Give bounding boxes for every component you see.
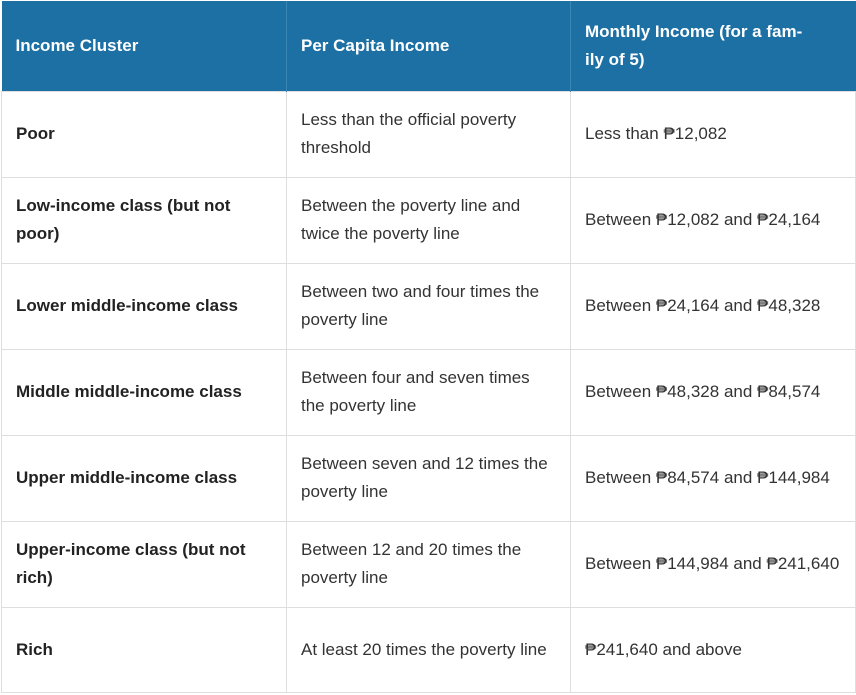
cell-monthly-income: Between ₱144,984 and ₱241,640 (571, 521, 856, 607)
cell-income-cluster: Upper middle-income class (2, 435, 287, 521)
cell-monthly-income: Between ₱48,328 and ₱84,574 (571, 349, 856, 435)
cell-monthly-income: Less than ₱12,082 (571, 91, 856, 177)
table-row (2, 607, 856, 692)
cell-per-capita-income: At least 20 times the poverty line (287, 607, 571, 692)
cell-per-capita-income: Between seven and 12 times the poverty line (287, 435, 571, 521)
cell-income-cluster: Rich (2, 607, 287, 692)
table-header (2, 1, 856, 91)
cell-income-cluster: Lower middle-income class (2, 263, 287, 349)
cell-per-capita-income: Between the poverty line and twice the poverty line (287, 177, 571, 263)
table-row (2, 263, 856, 349)
column-header-per-capita-income: Per Capita Income (287, 1, 571, 91)
cell-income-cluster: Low-income class (but not poor) (2, 177, 287, 263)
cell-income-cluster: Middle middle-income class (2, 349, 287, 435)
column-header-monthly-income: Monthly Income (for a fam- ily of 5) (571, 1, 856, 91)
cell-monthly-income: Between ₱24,164 and ₱48,328 (571, 263, 856, 349)
table-row (2, 521, 856, 607)
table-row (2, 435, 856, 521)
cell-per-capita-income: Between four and seven times the poverty line (287, 349, 571, 435)
table-row (2, 177, 856, 263)
income-cluster-table (1, 1, 856, 693)
cell-income-cluster: Poor (2, 91, 287, 177)
header-row (2, 1, 856, 91)
cell-per-capita-income: Less than the official poverty threshold (287, 91, 571, 177)
table-row (2, 349, 856, 435)
cell-monthly-income: Between ₱84,574 and ₱144,984 (571, 435, 856, 521)
cell-per-capita-income: Between 12 and 20 times the poverty line (287, 521, 571, 607)
table-body (2, 91, 856, 692)
table-row (2, 91, 856, 177)
cell-monthly-income: Between ₱12,082 and ₱24,164 (571, 177, 856, 263)
column-header-income-cluster: Income Cluster (2, 1, 287, 91)
cell-per-capita-income: Between two and four times the poverty line (287, 263, 571, 349)
cell-monthly-income: ₱241,640 and above (571, 607, 856, 692)
cell-income-cluster: Upper-income class (but not rich) (2, 521, 287, 607)
